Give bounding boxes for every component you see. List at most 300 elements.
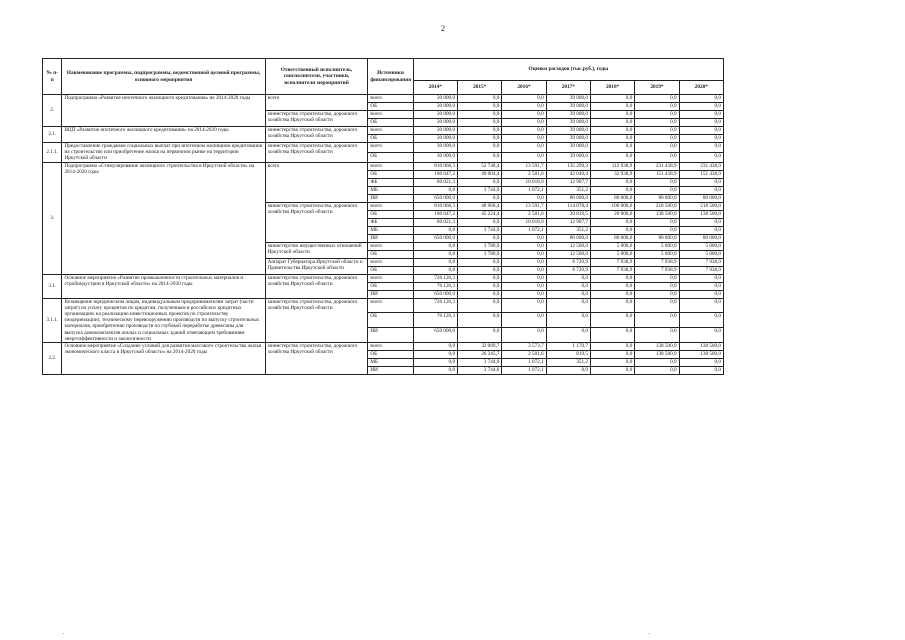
amount-cell: 7 938,9 xyxy=(635,258,679,266)
amount-cell: 0,0 xyxy=(635,127,679,135)
amount-cell: 0,0 xyxy=(590,274,634,282)
amount-cell: 218 500,0 xyxy=(635,202,679,210)
funding-source: ФБ xyxy=(368,178,413,186)
amount-cell: 0,0 xyxy=(413,343,457,351)
amount-cell: 39 000,0 xyxy=(546,103,590,111)
amount-cell: 0,0 xyxy=(679,359,723,367)
amount-cell: 218 500,0 xyxy=(679,202,723,210)
amount-cell: 650 000,0 xyxy=(413,194,457,202)
amount-cell: 0,0 xyxy=(679,111,723,119)
row-number: 2. xyxy=(43,95,62,127)
amount-cell: 0,0 xyxy=(590,143,634,153)
executor: министерство имущественных отношений Иркутской области xyxy=(265,242,368,258)
expenditure-table xyxy=(42,58,724,375)
amount-cell: 30 000,0 xyxy=(413,111,457,119)
amount-cell: 0,0 xyxy=(590,359,634,367)
amount-cell: 39 000,0 xyxy=(546,127,590,135)
table-body xyxy=(43,95,724,375)
amount-cell: 0,0 xyxy=(502,290,546,298)
amount-cell: 3 780,0 xyxy=(458,242,502,250)
amount-cell: 7 938,9 xyxy=(679,266,723,274)
amount-cell: 0,0 xyxy=(458,313,502,328)
amount-cell: 0,0 xyxy=(679,290,723,298)
table-header xyxy=(43,59,724,95)
amount-cell: 0,0 xyxy=(413,226,457,234)
amount-cell: 0,0 xyxy=(679,313,723,328)
amount-cell: 3 744,0 xyxy=(458,367,502,375)
amount-cell: 76 126,3 xyxy=(413,313,457,328)
funding-source: ИИ xyxy=(368,234,413,242)
amount-cell: 3 573,7 xyxy=(502,343,546,351)
amount-cell: 231 438,9 xyxy=(635,162,679,170)
executor: министерство строительства, дорожного хозяйства Иркутской области xyxy=(265,343,368,375)
amount-cell: 0,0 xyxy=(502,258,546,266)
amount-cell: 39 000,0 xyxy=(546,135,590,143)
amount-cell: 0,0 xyxy=(679,274,723,282)
funding-source: всего xyxy=(368,202,413,210)
amount-cell: 0,0 xyxy=(590,186,634,194)
table-row xyxy=(43,162,724,170)
amount-cell: 1 072,1 xyxy=(502,367,546,375)
amount-cell: 3 780,0 xyxy=(458,250,502,258)
program-name: Предоставление гражданам социальных выплат при ипотечном жилищном кредитовании на строительство или приобретение жилья на первичном рынке на территории Иркутской области xyxy=(62,143,265,163)
amount-cell: 0,0 xyxy=(590,135,634,143)
amount-cell: 0,0 xyxy=(502,242,546,250)
funding-source: всего xyxy=(368,258,413,266)
table-row xyxy=(43,298,724,313)
executor: министерство строительства, дорожного хозяйства Иркутской области xyxy=(265,298,368,342)
amount-cell: 30 000,0 xyxy=(413,95,457,103)
header-year: 2017* xyxy=(546,81,590,95)
amount-cell: 39 000,0 xyxy=(546,143,590,153)
table-row xyxy=(43,274,724,282)
amount-cell: 0,0 xyxy=(502,95,546,103)
amount-cell: 1 170,7 xyxy=(546,343,590,351)
amount-cell: 0,0 xyxy=(502,328,546,343)
amount-cell: 0,0 xyxy=(590,313,634,328)
amount-cell: 112 938,9 xyxy=(590,162,634,170)
amount-cell: 0,0 xyxy=(679,127,723,135)
amount-cell: 3 744,0 xyxy=(458,226,502,234)
amount-cell: 0,0 xyxy=(635,95,679,103)
funding-source: МБ xyxy=(368,186,413,194)
header-year: 2019* xyxy=(635,81,679,95)
amount-cell: 0,0 xyxy=(546,290,590,298)
amount-cell: 810 068,5 xyxy=(413,202,457,210)
amount-cell: 80 000,0 xyxy=(546,194,590,202)
amount-cell: 12 500,0 xyxy=(546,242,590,250)
amount-cell: 0,0 xyxy=(635,135,679,143)
amount-cell: 5 000,0 xyxy=(679,250,723,258)
amount-cell: 0,0 xyxy=(546,328,590,343)
amount-cell: 39 000,0 xyxy=(546,111,590,119)
table-row xyxy=(43,343,724,351)
amount-cell: 0,0 xyxy=(679,367,723,375)
funding-source: ИИ xyxy=(368,367,413,375)
amount-cell: 5 000,0 xyxy=(635,250,679,258)
funding-source: ОБ xyxy=(368,351,413,359)
funding-source: всего xyxy=(368,274,413,282)
amount-cell: 12 907,7 xyxy=(546,178,590,186)
funding-source: ОБ xyxy=(368,152,413,162)
amount-cell: 100 047,2 xyxy=(413,210,457,218)
header-executor: Ответственный исполнитель, соисполнители, участники, исполнители мероприятий xyxy=(265,59,368,95)
program-name: Возмещение юридическим лицам, индивидуальным предпринимателям затрат (части затрат) на уплату процентов по кредитам, полученным в российских кредитных организациях на реализацию инвестиционных проектов по строительству (модернизации), техническому перевооружению производств по выпуску строительных материалов, приобретению производств по глубокой переработке древесины для выпуска домокомплектов жилых и социальных зданий отвечающим требованиям энергоэффективности и экологичности xyxy=(62,298,265,342)
amount-cell: 5 000,0 xyxy=(590,242,634,250)
header-year: 2018* xyxy=(590,81,634,95)
funding-source: всего xyxy=(368,95,413,103)
amount-cell: 0,0 xyxy=(546,282,590,290)
amount-cell: 12 500,0 xyxy=(546,250,590,258)
amount-cell: 48 968,4 xyxy=(458,202,502,210)
amount-cell: 135 299,3 xyxy=(546,162,590,170)
amount-cell: 5 000,0 xyxy=(635,242,679,250)
amount-cell: 0,0 xyxy=(502,250,546,258)
amount-cell: 80 000,0 xyxy=(590,194,634,202)
program-name: Основное мероприятие «Создание условий для развития массового строительства жилья экономического класса в Иркутской области» на 2014-2020 годы xyxy=(62,343,265,375)
amount-cell: 0,0 xyxy=(590,218,634,226)
funding-source: ОБ xyxy=(368,210,413,218)
amount-cell: 0,0 xyxy=(502,274,546,282)
scan-mark: · xyxy=(62,630,65,638)
amount-cell: 30 000,0 xyxy=(413,119,457,127)
amount-cell: 0,0 xyxy=(502,194,546,202)
amount-cell: 0,0 xyxy=(679,328,723,343)
amount-cell: 0,0 xyxy=(458,178,502,186)
funding-source: всего xyxy=(368,111,413,119)
amount-cell: 0,0 xyxy=(635,290,679,298)
amount-cell: 80 000,0 xyxy=(635,234,679,242)
amount-cell: 0,0 xyxy=(458,119,502,127)
row-number: 2.1.1. xyxy=(43,143,62,163)
executor: министерство строительства, дорожного хозяйства Иркутской области xyxy=(265,202,368,242)
amount-cell: 0,0 xyxy=(679,143,723,153)
amount-cell: 0,0 xyxy=(413,367,457,375)
amount-cell: 1 072,1 xyxy=(502,186,546,194)
amount-cell: 0,0 xyxy=(635,218,679,226)
amount-cell: 7 938,9 xyxy=(679,258,723,266)
amount-cell: 0,0 xyxy=(458,234,502,242)
amount-cell: 0,0 xyxy=(546,367,590,375)
amount-cell: 0,0 xyxy=(502,282,546,290)
amount-cell: 0,0 xyxy=(502,143,546,153)
amount-cell: 0,0 xyxy=(413,186,457,194)
amount-cell: 0,0 xyxy=(635,178,679,186)
amount-cell: 60 021,3 xyxy=(413,178,457,186)
funding-source: ФБ xyxy=(368,218,413,226)
amount-cell: 0,0 xyxy=(546,298,590,313)
amount-cell: 0,0 xyxy=(458,218,502,226)
amount-cell: 5 000,0 xyxy=(679,242,723,250)
amount-cell: 32 089,7 xyxy=(458,343,502,351)
amount-cell: 0,0 xyxy=(458,328,502,343)
funding-source: всего xyxy=(368,143,413,153)
amount-cell: 0,0 xyxy=(502,135,546,143)
amount-cell: 0,0 xyxy=(502,127,546,135)
amount-cell: 0,0 xyxy=(635,313,679,328)
amount-cell: 0,0 xyxy=(502,266,546,274)
amount-cell: 0,0 xyxy=(635,226,679,234)
executor: министерство строительства, дорожного хозяйства Иркутской области xyxy=(265,143,368,163)
amount-cell: 0,0 xyxy=(635,143,679,153)
row-number: 3.2. xyxy=(43,343,62,375)
amount-cell: 3 744,0 xyxy=(458,359,502,367)
amount-cell: 726 126,3 xyxy=(413,298,457,313)
table-row xyxy=(43,143,724,153)
funding-source: ОБ xyxy=(368,135,413,143)
amount-cell: 0,0 xyxy=(458,298,502,313)
funding-source: ОБ xyxy=(368,170,413,178)
amount-cell: 0,0 xyxy=(679,282,723,290)
amount-cell: 138 500,0 xyxy=(679,210,723,218)
funding-source: ОБ xyxy=(368,266,413,274)
header-estimate: Оценки расходов (тыс.руб.), годы xyxy=(413,59,723,81)
page-number: 2 xyxy=(441,24,445,33)
amount-cell: 0,0 xyxy=(590,298,634,313)
amount-cell: 0,0 xyxy=(590,226,634,234)
amount-cell: 1 072,1 xyxy=(502,226,546,234)
funding-source: всего xyxy=(368,127,413,135)
amount-cell: 0,0 xyxy=(590,328,634,343)
amount-cell: 0,0 xyxy=(679,135,723,143)
amount-cell: 0,0 xyxy=(458,95,502,103)
amount-cell: 0,0 xyxy=(458,194,502,202)
row-number: 3.1. xyxy=(43,274,62,298)
amount-cell: 8 720,9 xyxy=(546,266,590,274)
amount-cell: 80 000,0 xyxy=(635,194,679,202)
amount-cell: 0,0 xyxy=(635,152,679,162)
amount-cell: 8 720,9 xyxy=(546,258,590,266)
amount-cell: 0,0 xyxy=(413,242,457,250)
amount-cell: 0,0 xyxy=(590,343,634,351)
amount-cell: 0,0 xyxy=(458,282,502,290)
executor: министерство строительства, дорожного хозяйства Иркутской области xyxy=(265,111,368,127)
row-number: 3. xyxy=(43,162,62,274)
amount-cell: 76 126,3 xyxy=(413,282,457,290)
amount-cell: 0,0 xyxy=(590,290,634,298)
amount-cell: 0,0 xyxy=(679,178,723,186)
amount-cell: 0,0 xyxy=(546,274,590,282)
executor: министерство строительства, дорожного хозяйства Иркутской области xyxy=(265,127,368,143)
amount-cell: 0,0 xyxy=(635,359,679,367)
amount-cell: 0,0 xyxy=(502,234,546,242)
amount-cell: 0,0 xyxy=(458,135,502,143)
amount-cell: 0,0 xyxy=(590,95,634,103)
amount-cell: 0,0 xyxy=(679,119,723,127)
executor: всего xyxy=(265,95,368,111)
amount-cell: 0,0 xyxy=(590,119,634,127)
funding-source: ИИ xyxy=(368,194,413,202)
amount-cell: 0,0 xyxy=(679,95,723,103)
amount-cell: 726 126,3 xyxy=(413,274,457,282)
amount-cell: 0,0 xyxy=(590,152,634,162)
amount-cell: 7 938,9 xyxy=(590,258,634,266)
amount-cell: 650 000,0 xyxy=(413,290,457,298)
header-funding-source: Источники финансирования xyxy=(368,59,413,95)
amount-cell: 0,0 xyxy=(458,143,502,153)
amount-cell: 650 000,0 xyxy=(413,234,457,242)
header-year: 2014* xyxy=(413,81,457,95)
amount-cell: 1 072,1 xyxy=(502,359,546,367)
amount-cell: 2 501,6 xyxy=(502,210,546,218)
amount-cell: 80 000,0 xyxy=(679,234,723,242)
amount-cell: 2 501,6 xyxy=(502,351,546,359)
amount-cell: 0,0 xyxy=(679,298,723,313)
funding-source: всего xyxy=(368,298,413,313)
amount-cell: 151 438,9 xyxy=(635,170,679,178)
amount-cell: 0,0 xyxy=(458,127,502,135)
amount-cell: 0,0 xyxy=(458,290,502,298)
executor: министерство строительства, дорожного хозяйства Иркутской области xyxy=(265,274,368,298)
amount-cell: 0,0 xyxy=(546,313,590,328)
amount-cell: 20 819,5 xyxy=(546,210,590,218)
amount-cell: 30 000,0 xyxy=(413,127,457,135)
amount-cell: 80 000,0 xyxy=(546,234,590,242)
funding-source: ИИ xyxy=(368,328,413,343)
amount-cell: 0,0 xyxy=(458,111,502,119)
amount-cell: 0,0 xyxy=(502,111,546,119)
amount-cell: 0,0 xyxy=(502,103,546,111)
amount-cell: 26 345,7 xyxy=(458,351,502,359)
funding-source: всего xyxy=(368,242,413,250)
amount-cell: 0,0 xyxy=(458,103,502,111)
amount-cell: 0,0 xyxy=(458,152,502,162)
amount-cell: 100 047,2 xyxy=(413,170,457,178)
program-name: Основное мероприятие «Развитие промышленности строительных материалов и стройиндустрии в Иркутской области» на 2014-2020 годы xyxy=(62,274,265,298)
amount-cell: 3 744,0 xyxy=(458,186,502,194)
amount-cell: 45 224,4 xyxy=(458,210,502,218)
amount-cell: 20 000,0 xyxy=(590,210,634,218)
amount-cell: 10 018,0 xyxy=(502,218,546,226)
amount-cell: 0,0 xyxy=(502,152,546,162)
amount-cell: 0,0 xyxy=(590,367,634,375)
amount-cell: 0,0 xyxy=(590,351,634,359)
amount-cell: 5 000,0 xyxy=(590,250,634,258)
amount-cell: 0,0 xyxy=(458,266,502,274)
program-name: ВЦП «Развитие ипотечного жилищного кредитования» на 2014-2020 годы xyxy=(62,127,265,143)
header-number: № п-п xyxy=(43,59,62,95)
amount-cell: 0,0 xyxy=(635,103,679,111)
amount-cell: 60 021,3 xyxy=(413,218,457,226)
amount-cell: 80 000,0 xyxy=(590,234,634,242)
amount-cell: 138 500,0 xyxy=(679,351,723,359)
amount-cell: 0,0 xyxy=(679,152,723,162)
amount-cell: 0,0 xyxy=(635,367,679,375)
amount-cell: 0,0 xyxy=(679,218,723,226)
funding-source: ОБ xyxy=(368,250,413,258)
funding-source: ОБ xyxy=(368,103,413,111)
amount-cell: 0,0 xyxy=(413,258,457,266)
amount-cell: 138 500,0 xyxy=(635,210,679,218)
amount-cell: 0,0 xyxy=(590,103,634,111)
amount-cell: 52 748,4 xyxy=(458,162,502,170)
amount-cell: 0,0 xyxy=(413,266,457,274)
amount-cell: 0,0 xyxy=(635,119,679,127)
amount-cell: 0,0 xyxy=(413,250,457,258)
amount-cell: 650 000,0 xyxy=(413,328,457,343)
amount-cell: 0,0 xyxy=(590,111,634,119)
amount-cell: 13 591,7 xyxy=(502,202,546,210)
amount-cell: 138 500,0 xyxy=(635,351,679,359)
amount-cell: 0,0 xyxy=(502,313,546,328)
amount-cell: 39 000,0 xyxy=(546,152,590,162)
row-number: 3.1.1. xyxy=(43,298,62,342)
amount-cell: 30 000,0 xyxy=(413,103,457,111)
funding-source: ОБ xyxy=(368,119,413,127)
amount-cell: 819,5 xyxy=(546,351,590,359)
amount-cell: 0,0 xyxy=(635,298,679,313)
amount-cell: 0,0 xyxy=(635,274,679,282)
amount-cell: 32 938,9 xyxy=(590,170,634,178)
funding-source: всего xyxy=(368,162,413,170)
amount-cell: 0,0 xyxy=(458,258,502,266)
amount-cell: 0,0 xyxy=(679,186,723,194)
amount-cell: 0,0 xyxy=(635,186,679,194)
amount-cell: 0,0 xyxy=(590,127,634,135)
amount-cell: 810 068,5 xyxy=(413,162,457,170)
amount-cell: 13 591,7 xyxy=(502,162,546,170)
scan-mark: · xyxy=(648,630,651,638)
amount-cell: 7 938,9 xyxy=(635,266,679,274)
amount-cell: 80 000,0 xyxy=(679,194,723,202)
amount-cell: 0,0 xyxy=(590,178,634,186)
funding-source: всего xyxy=(368,343,413,351)
amount-cell: 231 438,9 xyxy=(679,162,723,170)
header-year: 2020* xyxy=(679,81,723,95)
amount-cell: 0,0 xyxy=(502,119,546,127)
amount-cell: 0,0 xyxy=(679,103,723,111)
header-program-name: Наименование программы, подпрограммы, ведомственной целевой программы, основного мероприятия xyxy=(62,59,265,95)
amount-cell: 0,0 xyxy=(635,282,679,290)
amount-cell: 0,0 xyxy=(635,111,679,119)
amount-cell: 49 004,4 xyxy=(458,170,502,178)
program-name: Подпрограмма «Стимулирование жилищного строительства в Иркутской области» на 2014-2020 годы xyxy=(62,162,265,274)
amount-cell: 0,0 xyxy=(458,274,502,282)
executor: Аппарат Губернатора Иркутской области и Правительства Иркутской области xyxy=(265,258,368,274)
amount-cell: 138 500,0 xyxy=(635,343,679,351)
amount-cell: 7 938,9 xyxy=(590,266,634,274)
amount-cell: 351,2 xyxy=(546,186,590,194)
amount-cell: 39 000,0 xyxy=(546,119,590,127)
amount-cell: 12 907,7 xyxy=(546,218,590,226)
table-row xyxy=(43,127,724,135)
funding-source: МБ xyxy=(368,359,413,367)
amount-cell: 114 078,4 xyxy=(546,202,590,210)
funding-source: ОБ xyxy=(368,282,413,290)
amount-cell: 351,2 xyxy=(546,226,590,234)
amount-cell: 100 000,0 xyxy=(590,202,634,210)
amount-cell: 0,0 xyxy=(413,351,457,359)
header-year: 2016* xyxy=(502,81,546,95)
amount-cell: 30 000,0 xyxy=(413,143,457,153)
amount-cell: 30 000,0 xyxy=(413,135,457,143)
amount-cell: 42 040,4 xyxy=(546,170,590,178)
funding-source: ИИ xyxy=(368,290,413,298)
amount-cell: 0,0 xyxy=(590,282,634,290)
header-year: 2015* xyxy=(458,81,502,95)
table-row xyxy=(43,95,724,103)
funding-source: ОБ xyxy=(368,313,413,328)
amount-cell: 0,0 xyxy=(502,298,546,313)
program-name: Подпрограмма «Развитие ипотечного жилищного кредитования» на 2014-2020 годы xyxy=(62,95,265,127)
amount-cell: 0,0 xyxy=(679,226,723,234)
funding-source: МБ xyxy=(368,226,413,234)
row-number: 2.1. xyxy=(43,127,62,143)
amount-cell: 2 501,6 xyxy=(502,170,546,178)
amount-cell: 10 018,0 xyxy=(502,178,546,186)
amount-cell: 0,0 xyxy=(413,359,457,367)
amount-cell: 351,2 xyxy=(546,359,590,367)
